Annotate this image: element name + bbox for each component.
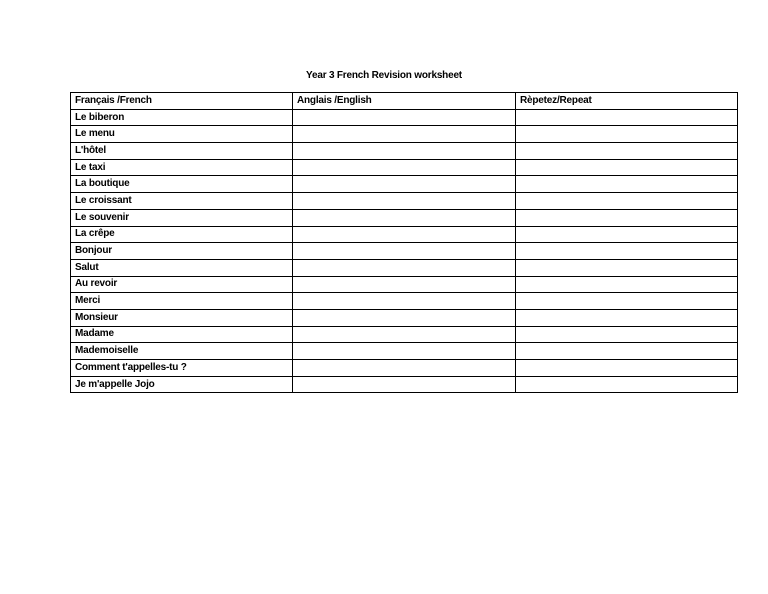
english-answer-cell[interactable] <box>293 159 516 176</box>
english-answer-cell[interactable] <box>293 143 516 160</box>
english-answer-cell[interactable] <box>293 209 516 226</box>
repeat-cell[interactable] <box>516 293 738 310</box>
repeat-cell[interactable] <box>516 343 738 360</box>
repeat-cell[interactable] <box>516 309 738 326</box>
repeat-cell[interactable] <box>516 243 738 260</box>
english-answer-cell[interactable] <box>293 343 516 360</box>
table-row <box>71 193 738 210</box>
english-answer-cell[interactable] <box>293 309 516 326</box>
french-word-cell: La crêpe <box>71 226 293 243</box>
french-word-cell: Le taxi <box>71 159 293 176</box>
table-row <box>71 343 738 360</box>
table-row <box>71 126 738 143</box>
repeat-cell[interactable] <box>516 126 738 143</box>
english-answer-cell[interactable] <box>293 176 516 193</box>
table-row <box>71 276 738 293</box>
table-row <box>71 226 738 243</box>
repeat-cell[interactable] <box>516 360 738 377</box>
repeat-cell[interactable] <box>516 326 738 343</box>
french-word-cell: Salut <box>71 259 293 276</box>
table-header-row <box>71 93 738 110</box>
column-header-english: Anglais /English <box>293 93 516 110</box>
french-word-cell: Merci <box>71 293 293 310</box>
table-row <box>71 326 738 343</box>
french-word-cell: L'hôtel <box>71 143 293 160</box>
repeat-cell[interactable] <box>516 176 738 193</box>
english-answer-cell[interactable] <box>293 109 516 126</box>
english-answer-cell[interactable] <box>293 126 516 143</box>
repeat-cell[interactable] <box>516 376 738 393</box>
french-word-cell: Au revoir <box>71 276 293 293</box>
french-word-cell: Je m'appelle Jojo <box>71 376 293 393</box>
english-answer-cell[interactable] <box>293 293 516 310</box>
table-row <box>71 209 738 226</box>
french-word-cell: Mademoiselle <box>71 343 293 360</box>
english-answer-cell[interactable] <box>293 226 516 243</box>
french-word-cell: Comment t'appelles-tu ? <box>71 360 293 377</box>
table-row <box>71 293 738 310</box>
french-word-cell: Le menu <box>71 126 293 143</box>
english-answer-cell[interactable] <box>293 243 516 260</box>
table-row <box>71 259 738 276</box>
repeat-cell[interactable] <box>516 276 738 293</box>
table-body <box>71 109 738 393</box>
french-word-cell: Le souvenir <box>71 209 293 226</box>
english-answer-cell[interactable] <box>293 326 516 343</box>
repeat-cell[interactable] <box>516 226 738 243</box>
repeat-cell[interactable] <box>516 209 738 226</box>
repeat-cell[interactable] <box>516 109 738 126</box>
french-word-cell: Le biberon <box>71 109 293 126</box>
english-answer-cell[interactable] <box>293 360 516 377</box>
french-word-cell: Monsieur <box>71 309 293 326</box>
worksheet-title: Year 3 French Revision worksheet <box>306 70 462 81</box>
column-header-french: Français /French <box>71 93 293 110</box>
table-row <box>71 159 738 176</box>
french-word-cell: Madame <box>71 326 293 343</box>
table-row <box>71 176 738 193</box>
table-row <box>71 376 738 393</box>
table-row <box>71 360 738 377</box>
english-answer-cell[interactable] <box>293 259 516 276</box>
repeat-cell[interactable] <box>516 159 738 176</box>
repeat-cell[interactable] <box>516 143 738 160</box>
french-word-cell: La boutique <box>71 176 293 193</box>
english-answer-cell[interactable] <box>293 376 516 393</box>
table-row <box>71 243 738 260</box>
column-header-repeat: Rèpetez/Repeat <box>516 93 738 110</box>
english-answer-cell[interactable] <box>293 193 516 210</box>
french-word-cell: Bonjour <box>71 243 293 260</box>
repeat-cell[interactable] <box>516 193 738 210</box>
table-row <box>71 309 738 326</box>
french-word-cell: Le croissant <box>71 193 293 210</box>
table-row <box>71 143 738 160</box>
table-row <box>71 109 738 126</box>
vocabulary-table <box>70 92 738 393</box>
english-answer-cell[interactable] <box>293 276 516 293</box>
repeat-cell[interactable] <box>516 259 738 276</box>
